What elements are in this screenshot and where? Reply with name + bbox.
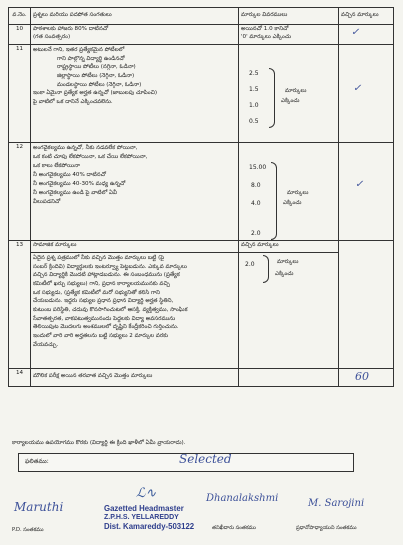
row-awarded [339,25,394,45]
point-value: 2.0 [245,261,255,268]
row-number: 12 [9,143,31,241]
signature-pd: Maruthi [14,500,64,514]
signature-headmaster-scribble: ℒ∿ [136,486,157,501]
table-row [9,45,394,143]
row-marks: వచ్చిన మార్కులు 2.0 మార్కులు ఎక్కించు [239,241,339,369]
row-number: 13 [9,241,31,369]
table-row [9,241,394,369]
caption-pd: P.D. సంతకము [12,527,44,533]
header-marks-details: మార్కుల వివరములు [239,8,339,25]
point-value: 4.0 [251,200,261,207]
caption-principal: ప్రధానోపాధ్యాయుని సంతకము [296,525,357,531]
headmaster-stamp: Gazetted Headmaster Z.P.H.S. YELLAREDDY Dist. Kamareddy-503122 [104,504,195,532]
signature-principal: M. Sarojini [308,498,365,509]
table-row [9,369,394,387]
result-value: Selected [179,452,232,466]
tick-mark: ✓ [353,83,362,94]
row-number: 11 [9,45,31,143]
caption-inspector: తనిఖీదారు సంతకము [212,525,256,531]
point-value: 8.0 [251,182,261,189]
point-value: 1.0 [249,102,259,109]
row-marks: 15.00 8.0 4.0 2.0 మార్కులు ఎక్కించు [239,143,339,241]
row-awarded [339,241,394,369]
result-box [18,453,354,472]
tick-mark: ✓ [351,27,360,38]
table-header-row [9,8,394,25]
row-marks [239,369,339,387]
header-awarded: వచ్చిన మార్కులు [339,8,394,25]
result-label: ఫలితము: [25,458,49,465]
point-value: 15.00 [249,164,267,171]
table-row [9,143,394,241]
marks-title: వచ్చిన మార్కులు [239,241,338,253]
row-question: పాఠశాలకు హాజరు 80% దాటినచో (గత సంవత్సరం) [31,25,239,45]
row-number: 14 [9,369,31,387]
header-serial: వ.నెం. [9,8,31,25]
row-question: మౌలిక పరీక్ష అయిన తరవాత వచ్చిన మొత్తం మార్కులు [31,369,239,387]
row-awarded [339,143,394,241]
row-number: 10 [9,25,31,45]
header-questions: ప్రశ్నలు మరియు పదపోత సంగతులు [31,8,239,25]
row-question: సామాజిక మార్కులు ఏదైన ప్రశ్న పత్రములో నీకు వచ్చిన మొత్తం మార్కులు బట్టి (పై సంబర్ క్రిందివి) విద్యార్థులకు ఇంటర్వ్యూ పెట్టబడును. ఎక్కువ మార్కులు వచ్చిన విద్యార్థికి మొదటి హాట్లాడబడును. ఈ సంబంధమును (ప్రత్యేక కమిటీలో ఖర్చు సభ్యులు) గాని, ప్రధాన కార్యాలయమునకు వచ్చి ఒక సభ్యుడు, (ప్రత్యేక కమిటీలో మరో సభ్యునితో కలిసి గాని చేయబడును. ఇద్దరు సభ్యుల ప్రధాన ప్రధాన విద్యార్థి అర్హత స్థితిని, కుటుంబ పరిస్థితి, చదువు కొనసాగించుటలో ఆసక్తి, వ్యక్తిత్వము, సాంఘిక సేవాతత్పరత, వాకపటుత్వమునందు పెద్దలకు విద్యా అవసరమును తెలియిపుట మొదలగు అంశములలో దృష్టిని కేంద్రీకరించి గుర్తించును. ఇందులో వారి వారి అర్హతలను బట్టి సభ్యులు 2 మార్కుల వరకు వేయవచ్చు. [31,241,239,369]
marks-table [8,7,394,387]
row-marks: అయినచో 1.0 కానిచో '0' మార్కులు ఎక్కించు [239,25,339,45]
row-awarded [339,369,394,387]
tick-mark: ✓ [355,179,364,190]
table-row [9,25,394,45]
signature-inspector: Dhanalakshmi [206,493,279,504]
row-awarded [339,45,394,143]
row-question: అంగవైకల్యము ఉన్నచో, నీకు నడవలేక పోయినా, ఒక కంటి చూపు లేకపోయినా, ఒక చేయి లేకపోయినా, ఒక కాలు లేకపోయినా నీ అంగవైకల్యము 40% దాటినచో నీ అంగవైకల్యము 40-30% మధ్య ఉన్నచో నీ అంగవైకల్యము ఉండి పై వాటిలో ఏవీ వీలుపడనిచో [31,143,239,241]
row-question: అటులనే గాని, ఇతర ప్రత్యేకమైన పోటీలలో గాని పాల్గొన్న విద్యార్థి ఉండినచో రాష్ట్రస్థాయి పోటీలు (నగ్గినా, ఓడినా) జిల్లాస్థాయి పోటీలు (నెగ్గినా, ఓడినా) మండలస్థాయి పోటీలు (నెగ్గినా, ఓడినా) ఇంకా ఏమైనా ప్రత్యేక అర్హత ఉన్నచో (జాబులపు చూపించి) పై వాటిలో ఒక దానినే ఎక్కించవలెను. [31,45,239,143]
point-value: 2.5 [249,70,259,77]
point-value: 0.5 [249,118,259,125]
total-marks: 60 [355,370,369,383]
point-value: 1.5 [249,86,259,93]
row-marks: 2.5 1.5 1.0 0.5 మార్కులు ఎక్కించు [239,45,339,143]
office-use-note: కార్యాలయము ఉపయోగము కొరకు (విద్యార్థి ఈ క్రింది ఖాళీలో ఏమీ వ్రాయరాదు). [12,440,186,446]
brace [269,68,275,128]
section-title: సామాజిక మార్కులు [31,241,238,253]
point-value: 2.0 [251,230,261,237]
brace [271,162,277,240]
brace [263,255,269,283]
